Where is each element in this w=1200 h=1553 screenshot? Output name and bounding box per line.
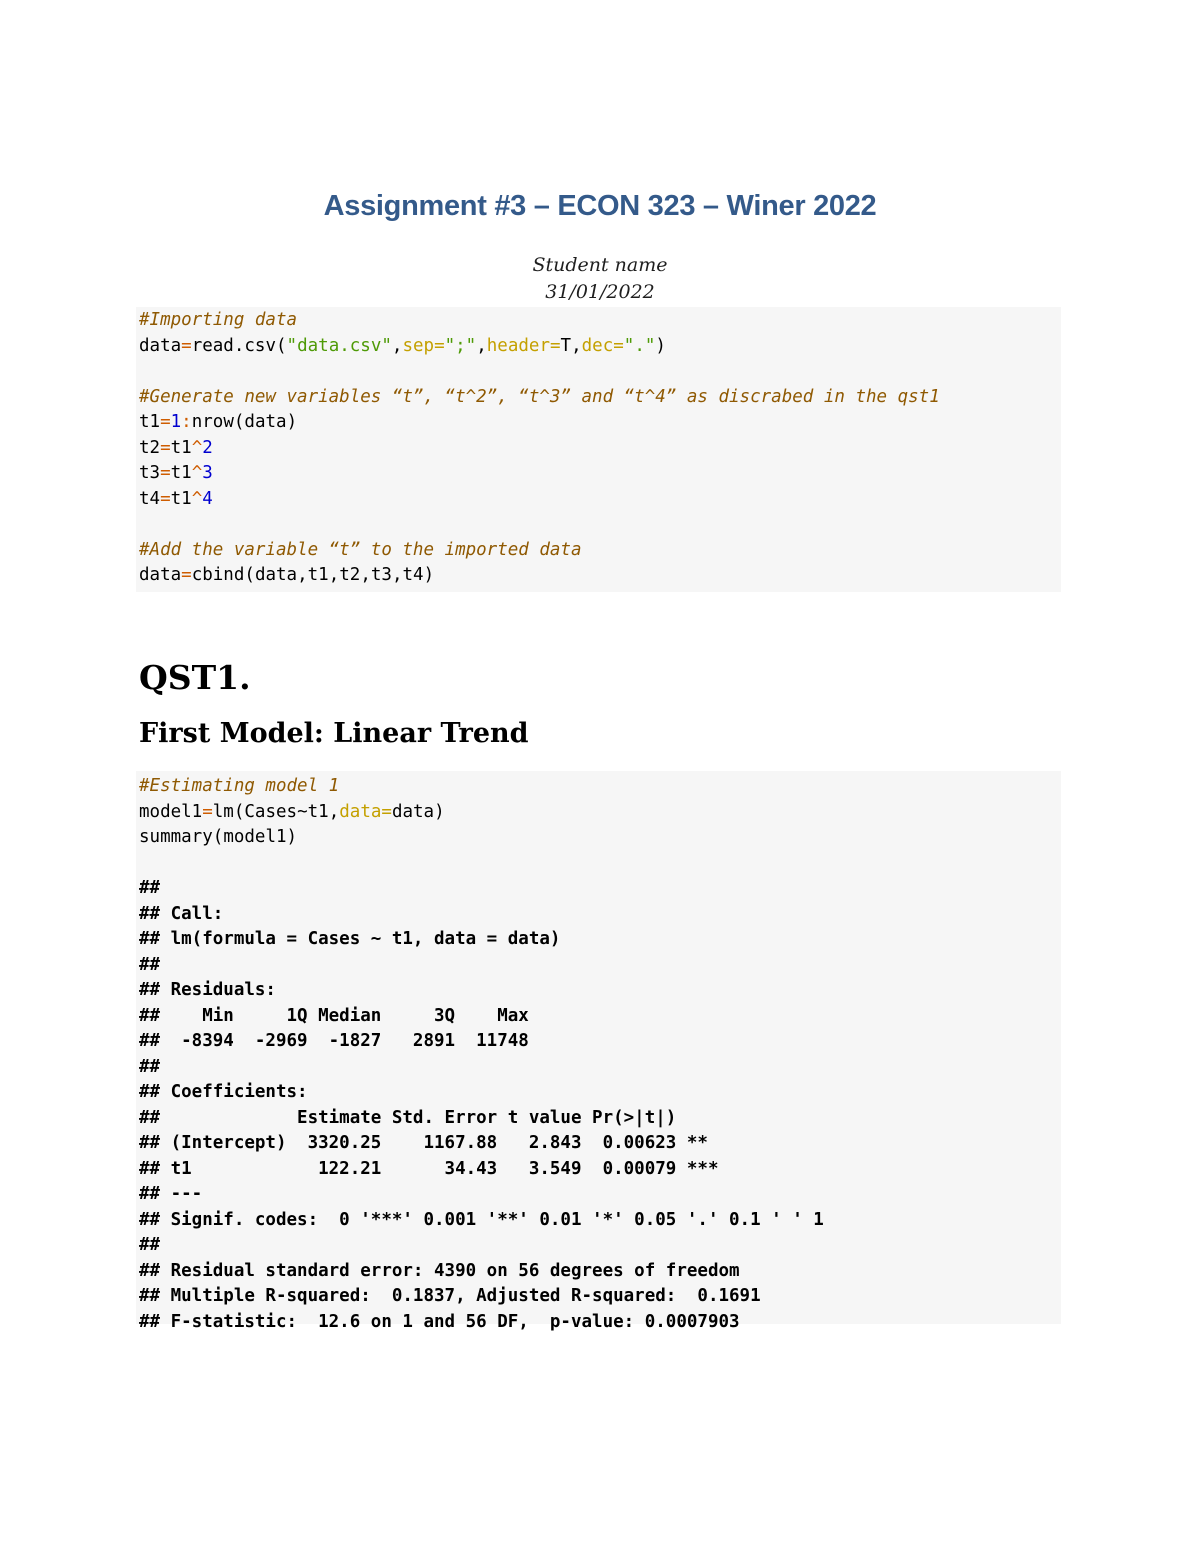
output-line: ## Multiple R-squared: 0.1837, Adjusted R-squared: 0.1691 [139,1286,761,1306]
comment-import: #Importing data [139,310,298,330]
output-line: ## Residual standard error: 4390 on 56 degrees of freedom [139,1260,740,1281]
output-line: ## Residuals: [139,980,276,1000]
output-line: ## Signif. codes: 0 '***' 0.001 '**' 0.01 '*' 0.05 '.' 0.1 ' ' 1 [139,1209,824,1230]
comment-estimating: #Estimating model 1 [139,776,340,796]
document-title: Assignment #3 – ECON 323 – Winer 2022 [323,190,877,222]
output-line: ## [139,1056,161,1077]
code-import [139,308,940,589]
output-line: ## --- [139,1184,203,1204]
section-heading: QST1. [139,658,251,697]
code-line-cbind: data=cbind(data,t1,t2,t3,t4) [139,565,435,585]
output-line: ## Min 1Q Median 3Q Max [139,1005,529,1026]
comment-generate: #Generate new variables “t”, “t^2”, “t^3” and “t^4” as discrabed in the qst1 [139,386,940,407]
code-line-read-csv: data=read.csv("data.csv",sep=";",header=T,dec=".") [139,335,666,356]
code-line-t1: t1=1:nrow(data) [139,412,298,432]
code-line-lm: model1=lm(Cases~t1,data=data) [139,801,445,822]
output-line: ## [139,1235,161,1255]
output-line: ## [139,954,161,975]
regression-output [139,878,824,1332]
code-line-t2: t2=t1^2 [139,437,213,458]
author-name: Student name [532,254,668,276]
output-line: ## F-statistic: 12.6 on 1 and 56 DF, p-value: 0.0007903 [139,1311,740,1332]
output-line: ## Call: [139,903,224,924]
code-line-summary: summary(model1) [139,827,298,847]
output-line: ## Estimate Std. Error t value Pr(>|t|) [139,1107,677,1128]
output-line: ## -8394 -2969 -1827 2891 11748 [139,1031,529,1051]
code-line-t3: t3=t1^3 [139,463,213,483]
output-line: ## (Intercept) 3320.25 1167.88 2.843 0.00623 ** [139,1133,708,1153]
output-line: ## t1 122.21 34.43 3.549 0.00079 *** [139,1158,719,1179]
output-line: ## Coefficients: [139,1082,308,1102]
output-line: ## lm(formula = Cases ~ t1, data = data) [139,929,561,949]
document-date: 31/01/2022 [545,281,655,303]
code-model [139,774,824,1335]
code-line-t4: t4=t1^4 [139,488,213,509]
output-line: ## [139,878,161,898]
subsection-heading: First Model: Linear Trend [139,718,529,749]
comment-add-variable: #Add the variable “t” to the imported data [139,539,582,560]
